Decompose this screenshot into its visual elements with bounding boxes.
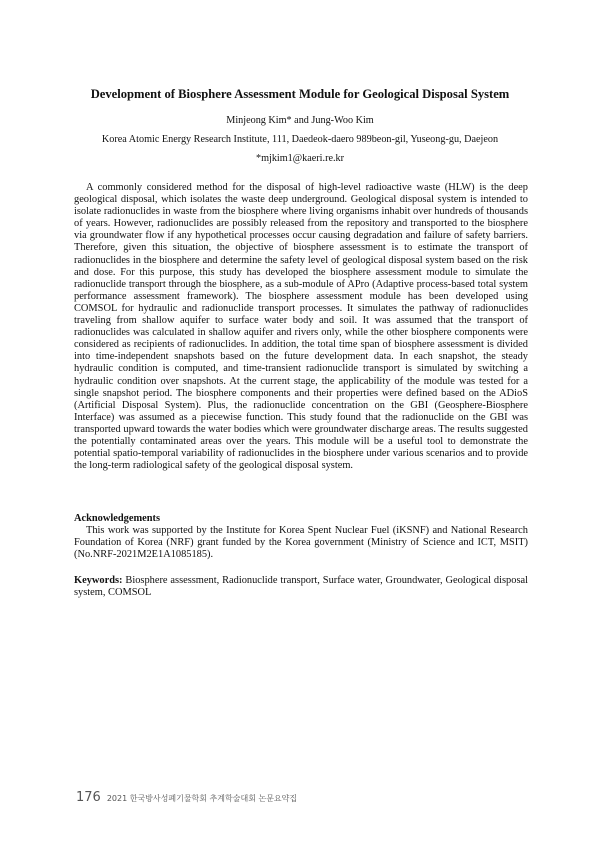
keywords-list: Biosphere assessment, Radionuclide transport, Surface water, Groundwater, Geological disposal system, COMSOL xyxy=(74,575,528,599)
acknowledgements-body: This work was supported by the Institute for Korea Spent Nuclear Fuel (iKSNF) and National Research Foundation of Korea (NRF) grant funded by the Korea government (Ministry of Science and ICT, MSIT) (No.NRF-2021M2E1A1085185). xyxy=(74,525,528,561)
abstract-body: A commonly considered method for the disposal of high-level radioactive waste (HLW) is the deep geological disposal, which isolates the waste deep underground. Geological disposal system is intended to isolate radionuclides in waste from the biosphere where living organisms inhabit over hundreds of thousands of years. However, radionuclides are possibly released from the repository and transported to the biosphere via groundwater flow if any hypothetical processes occur causing degradation and failure of safety barriers. Therefore, given this situation, the objective of biosphere assessment is to estimate the transport of radionuclides in the biosphere and determine the safety level of geological disposal system based on the risk and dose. For this purpose, this study has developed the biosphere assessment module to simulate the radionuclide transport through the biosphere, as a sub-module of APro (Adaptive process-based total system performance assessment framework). The biosphere assessment module has been developed using COMSOL for hydraulic and radionuclide transport processes. It simulates the pathway of radionuclides traveling from shallow aquifer to surface water body and soil. It was assumed that the transport of radionuclides was calculated in shallow aquifer and rivers only, while the other biosphere components were considered as recipients of radionuclides. In addition, the total time span of biosphere assessment is divided into time-independent snapshots based on the future development data. In each snapshot, the steady hydraulic condition is computed, and time-transient radionuclide transport is simulated by switching a hydraulic condition over snapshots. At the current stage, the applicability of the module was tested for a single snapshot period. The biosphere components and their properties were defined based on the ADioS (Artificial Disposal System). Plus, the radionuclide concentration on the GBI (Geosphere-Biosphere Interface) was assumed as a piecewise function. This study found that the radionuclide on the GBI was transported upward towards the water bodies which were groundwater discharge areas. The results suggested the potentially contaminated areas over the years. This module will be a useful tool to demonstrate the potential spatio-temporal variability of radionuclides in the biosphere under various scenarios and to provide the long-term radiological safety of the geological disposal system. xyxy=(74,182,528,472)
page-number: 176 xyxy=(76,790,101,805)
keywords-label: Keywords: xyxy=(74,575,123,586)
author-affiliation: Korea Atomic Energy Research Institute, 111, Daedeok-daero 989beon-gil, Yuseong-gu, Daejeon xyxy=(101,134,499,145)
acknowledgements-heading: Acknowledgements xyxy=(74,513,161,524)
paper-authors: Minjeong Kim* and Jung-Woo Kim xyxy=(226,115,374,126)
keywords-section xyxy=(74,575,528,599)
paper-title: Development of Biosphere Assessment Module for Geological Disposal System xyxy=(90,87,510,101)
corresponding-email: *mjkim1@kaeri.re.kr xyxy=(255,153,345,164)
page-footer xyxy=(76,786,297,806)
proceedings-title: 2021 한국방사성폐기물학회 추계학술대회 논문요약집 xyxy=(106,794,298,803)
